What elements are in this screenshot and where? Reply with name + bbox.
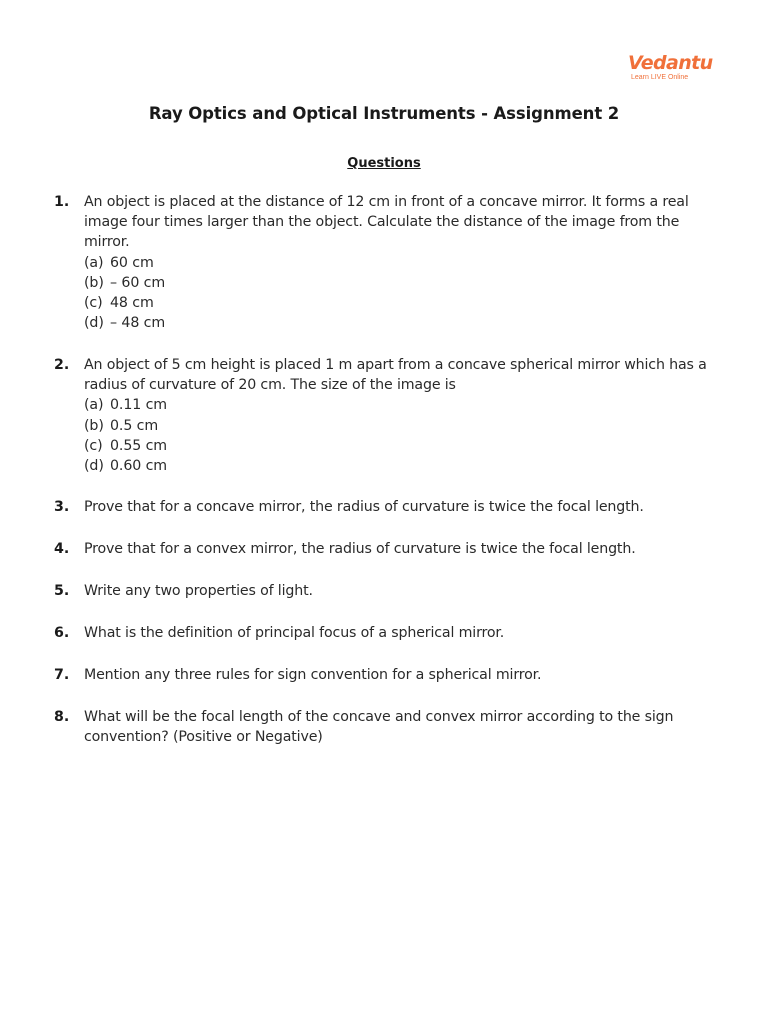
question-8 xyxy=(54,707,714,747)
option-value: 48 cm xyxy=(110,295,154,312)
section-heading-questions: Questions xyxy=(347,156,421,171)
question-3 xyxy=(54,497,714,517)
option-b xyxy=(84,416,714,436)
question-2 xyxy=(54,355,714,476)
question-text: An object is placed at the distance of 12 cm in front of a concave mirror. It forms a real image four times larger than the object. Calculate the distance of the image from the mirror. xyxy=(84,194,689,251)
question-text: What is the definition of principal focus of a spherical mirror. xyxy=(84,625,505,641)
question-text: Prove that for a convex mirror, the radius of curvature is twice the focal length. xyxy=(84,541,636,557)
option-label: (d) xyxy=(84,458,104,475)
question-number: 1. xyxy=(54,194,70,210)
question-number: 7. xyxy=(54,667,70,683)
question-number: 5. xyxy=(54,583,70,599)
option-value: – 60 cm xyxy=(110,274,166,291)
question-number: 3. xyxy=(54,499,70,515)
document-title: Ray Optics and Optical Instruments - Assignment 2 xyxy=(148,104,620,123)
question-text: An object of 5 cm height is placed 1 m apart from a concave spherical mirror which has a radius of curvature of 20 cm. The size of the image is xyxy=(84,357,707,394)
question-text: Write any two properties of light. xyxy=(84,583,313,599)
vedantu-logo xyxy=(628,52,713,82)
question-number: 2. xyxy=(54,357,70,373)
option-value: 0.11 cm xyxy=(110,397,168,414)
option-value: 0.60 cm xyxy=(110,458,168,475)
option-d xyxy=(84,456,714,476)
question-number: 4. xyxy=(54,541,70,557)
option-b xyxy=(84,273,714,293)
option-a xyxy=(84,395,714,415)
option-label: (c) xyxy=(84,295,103,312)
question-6 xyxy=(54,623,714,643)
question-7 xyxy=(54,665,714,685)
question-number: 8. xyxy=(54,709,70,725)
option-label: (d) xyxy=(84,315,104,332)
question-number: 6. xyxy=(54,625,70,641)
logo-wordmark: Vedantu xyxy=(628,52,713,74)
question-1 xyxy=(54,192,714,333)
question-5 xyxy=(54,581,714,601)
option-d xyxy=(84,313,714,333)
question-text: Mention any three rules for sign convention for a spherical mirror. xyxy=(84,667,542,683)
logo-tagline: Learn LIVE Online xyxy=(631,74,689,81)
option-label: (b) xyxy=(84,274,104,291)
option-value: 60 cm xyxy=(110,254,154,271)
question-text: What will be the focal length of the concave and convex mirror according to the sign convention? (Positive or Negative) xyxy=(84,709,674,746)
option-c xyxy=(84,293,714,313)
option-value: 0.55 cm xyxy=(110,437,168,454)
option-label: (a) xyxy=(84,254,104,271)
option-label: (c) xyxy=(84,437,103,454)
option-value: 0.5 cm xyxy=(110,417,159,434)
option-c xyxy=(84,436,714,456)
option-label: (b) xyxy=(84,417,104,434)
question-4 xyxy=(54,539,714,559)
option-label: (a) xyxy=(84,397,104,414)
option-a xyxy=(84,253,714,273)
question-text: Prove that for a concave mirror, the radius of curvature is twice the focal length. xyxy=(84,499,644,515)
option-value: – 48 cm xyxy=(110,315,166,332)
